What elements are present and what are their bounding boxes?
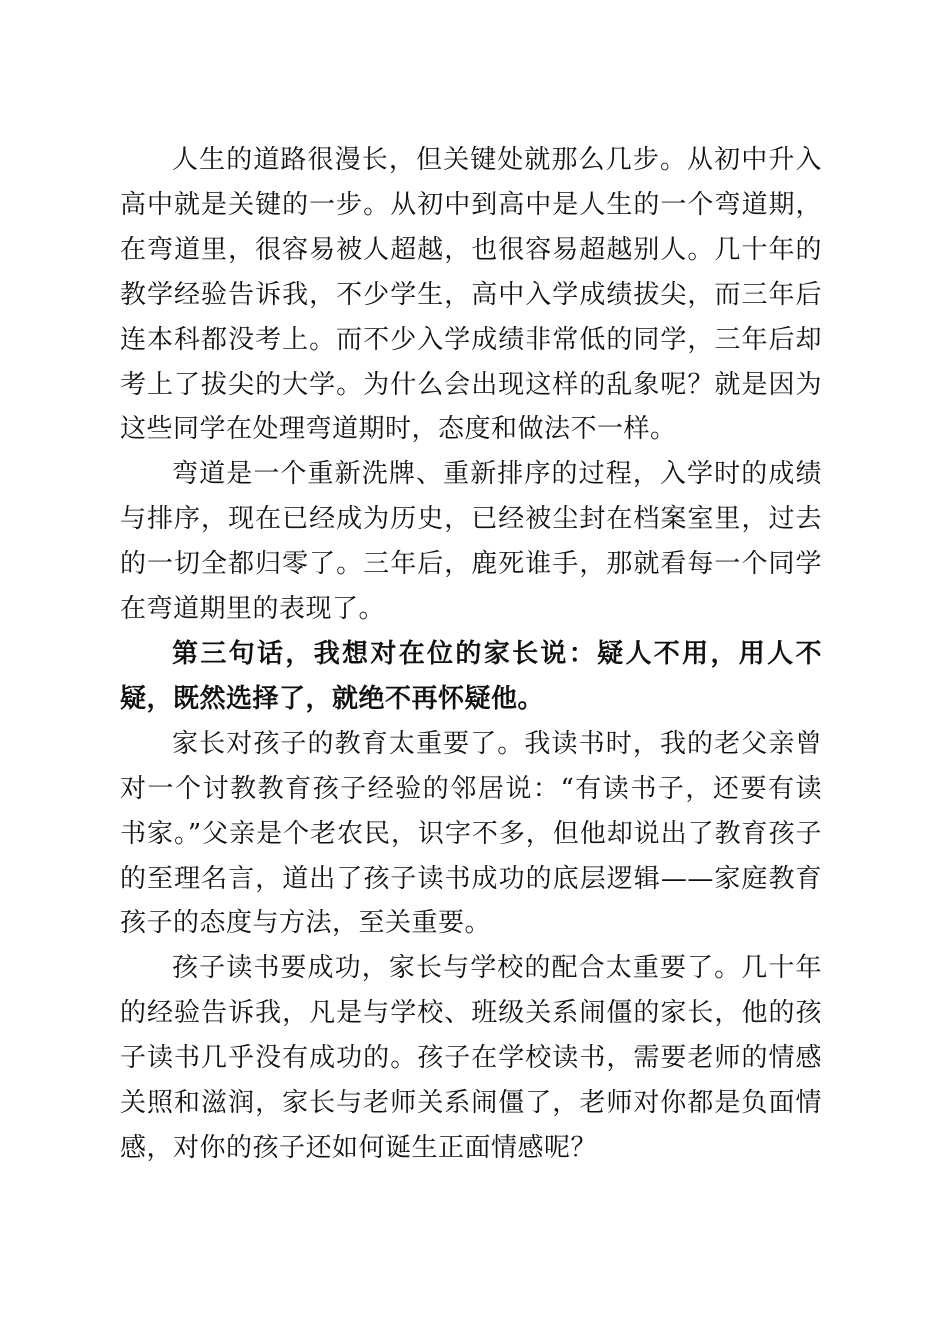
paragraph-curve-period: 人生的道路很漫长，但关键处就那么几步。从初中升入高中就是关键的一步。从初中到高中是人生的一个弯道期，在弯道里，很容易被人超越，也很容易超越别人。几十年的教学经验告诉我，不少学生，高中入学成绩拔尖，而三年后连本科都没考上。而不少入学成绩非常低的同学，三年后却考上了拔尖的大学。为什么会出现这样的乱象呢？就是因为这些同学在处理弯道期时，态度和做法不一样。 — [120, 145, 822, 445]
paragraph-third-message-heading: 第三句话，我想对在位的家长说：疑人不用，用人不疑，既然选择了，就绝不再怀疑他。 — [120, 638, 822, 714]
paragraph-family-education: 家长对孩子的教育太重要了。我读书时，我的老父亲曾对一个讨教教育孩子经验的邻居说：“有读书子，还要有读书家。”父亲是个老农民，识字不多，但他却说出了教育孩子的至理名言，道出了孩子读书成功的底层逻辑——家庭教育孩子的态度与方法，至关重要。 — [120, 728, 822, 939]
paragraph-home-school-cooperation: 孩子读书要成功，家长与学校的配合太重要了。几十年的经验告诉我，凡是与学校、班级关系闹僵的家长，他的孩子读书几乎没有成功的。孩子在学校读书，需要老师的情感关照和滋润，家长与老师关系闹僵了，老师对你都是负面情感，对你的孩子还如何诞生正面情感呢？ — [120, 953, 822, 1163]
paragraph-reshuffle: 弯道是一个重新洗牌、重新排序的过程，入学时的成绩与排序，现在已经成为历史，已经被尘封在档案室里，过去的一切全都归零了。三年后，鹿死谁手，那就看每一个同学在弯道期里的表现了。 — [120, 459, 822, 625]
document-page — [120, 138, 822, 1171]
